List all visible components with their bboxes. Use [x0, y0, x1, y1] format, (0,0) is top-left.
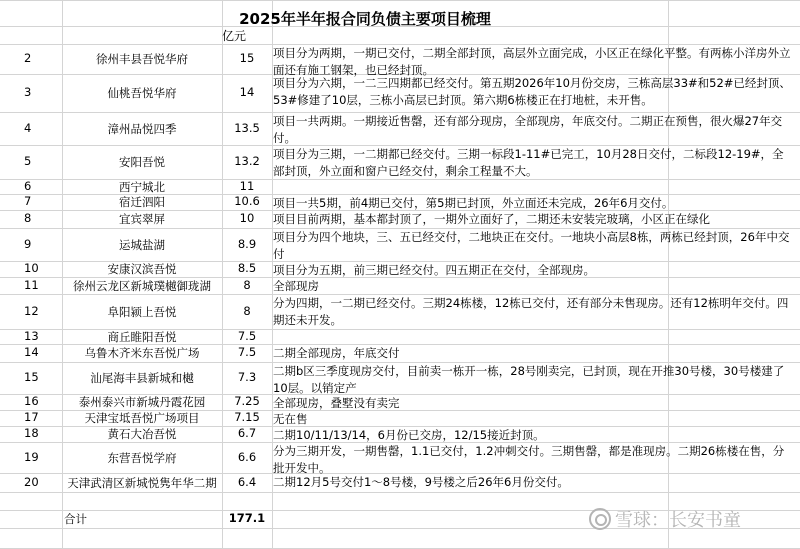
row-number: 19	[24, 450, 39, 464]
project-description: 项目分为六期，一二三四期都已经交付。第五期2026年10月份交房，三栋高层33#和52#已经封顶、53#修建了10层，三栋小高层已封顶。第六期6栋楼正在打地桩，未开售。	[273, 76, 791, 107]
row-number: 2	[24, 51, 32, 65]
project-name: 西宁城北	[119, 180, 165, 194]
row-number: 11	[24, 278, 39, 292]
liability-value: 7.3	[237, 370, 257, 384]
row-number: 9	[24, 237, 32, 251]
liability-value: 8.9	[237, 237, 257, 251]
liability-value: 7.15	[234, 410, 260, 424]
project-description: 全部现房，叠墅没有卖完	[273, 396, 400, 410]
row-number: 16	[24, 394, 39, 408]
project-description: 无在售	[273, 412, 308, 426]
project-description: 二期b区三季度现房交付，目前卖一栋开一栋，28号刚卖完，已封顶，现在开推30号楼，30号楼建了10层。以销定产	[273, 364, 785, 395]
liability-value: 6.7	[237, 426, 257, 440]
project-name: 乌鲁木齐米东吾悦广场	[84, 346, 200, 360]
row-number: 18	[24, 426, 39, 440]
row-number: 14	[24, 345, 39, 359]
row-number: 4	[24, 121, 32, 135]
total-value: 177.1	[228, 511, 266, 525]
project-description: 项目分为两期，一期已交付，二期全部封顶，高层外立面完成，小区正在绿化平整。有两栋小洋房外立面还有施工钢架，也已经封顶。	[273, 46, 791, 77]
project-description: 全部现房	[273, 279, 319, 293]
row-number: 7	[24, 194, 32, 208]
project-name: 漳州品悦四季	[107, 122, 177, 136]
liability-value: 15	[239, 51, 255, 65]
project-description: 分为三期开发，一期售罄，1.1已交付，1.2冲刺交付。三期售罄，都是准现房。二期26栋楼在售，分批开发中。	[273, 444, 785, 475]
project-description: 二期全部现房，年底交付	[273, 346, 400, 360]
project-name: 运城盐湖	[119, 238, 165, 252]
liability-value: 10.6	[234, 194, 260, 208]
project-description: 二期10/11/13/14，6月份已交房，12/15接近封顶。	[273, 428, 545, 442]
project-name: 天津武清区新城悦隽年华二期	[67, 476, 217, 490]
project-description: 二期12月5号交付1～8号楼，9号楼之后26年6月份交付。	[273, 475, 569, 489]
row-number: 6	[24, 179, 32, 193]
project-description: 项目一共两期。一期接近售罄，还有部分现房，全部现房，年底交付。二期正在预售，很火爆27年交付。	[273, 114, 783, 145]
row-number: 20	[24, 475, 39, 489]
unit-label: 亿元	[222, 29, 247, 43]
row-number: 3	[24, 85, 32, 99]
project-description: 项目目前两期，基本都封顶了，一期外立面好了，二期还未安装完玻璃，小区正在绿化	[273, 212, 710, 226]
project-description: 项目一共5期，前4期已交付，第5期已封顶，外立面还未完成，26年6月交付。	[273, 196, 674, 210]
project-name: 宿迁泗阳	[119, 195, 165, 209]
project-name: 安康汉滨吾悦	[107, 262, 177, 276]
project-description: 项目分为五期，前三期已经交付。四五期正在交付，全部现房。	[273, 263, 595, 277]
row-number: 8	[24, 211, 32, 225]
liability-value: 8.5	[237, 261, 257, 275]
liability-value: 6.4	[237, 475, 257, 489]
project-name: 泰州泰兴市新城丹霞花园	[78, 395, 206, 409]
row-number: 12	[24, 304, 39, 318]
liability-value: 11	[239, 179, 255, 193]
project-name: 宜宾翠屏	[119, 212, 165, 226]
liability-value: 7.5	[237, 345, 257, 359]
row-number: 15	[24, 370, 39, 384]
sheet-title: 2025年半年报合同负债主要项目梳理	[239, 10, 491, 28]
project-name: 安阳吾悦	[119, 155, 165, 169]
liability-value: 6.6	[237, 450, 257, 464]
project-description: 分为四期，一二期已经交付。三期24栋楼，12栋已交付，还有部分未售现房。还有12栋明年交付。四期还未开发。	[273, 296, 789, 327]
liability-value: 7.5	[237, 329, 257, 343]
liability-value: 13.2	[234, 154, 260, 168]
liability-value: 14	[239, 85, 255, 99]
project-name: 汕尾海丰县新城和樾	[90, 371, 194, 385]
total-label: 合计	[64, 512, 87, 526]
project-name: 徐州云龙区新城璞樾御珑湖	[73, 279, 211, 293]
row-number: 5	[24, 154, 32, 168]
watermark-text: 雪球：长安书童	[615, 510, 741, 531]
project-name: 阜阳颍上吾悦	[107, 305, 177, 319]
liability-value: 7.25	[234, 394, 260, 408]
liability-value: 8	[243, 278, 251, 292]
liability-value: 8	[243, 304, 251, 318]
project-name: 仙桃吾悦华府	[107, 86, 177, 100]
row-number: 17	[24, 410, 39, 424]
project-name: 东营吾悦学府	[107, 451, 177, 465]
liability-value: 10	[239, 211, 255, 225]
project-name: 商丘睢阳吾悦	[107, 330, 177, 344]
project-description: 项目分为三期，一二期都已经交付。三期一标段1-11#已完工，10月28日交付，二标段12-19#，全部封顶，外立面和窗户已经交付，剩余工程量不大。	[273, 147, 784, 178]
watermark	[589, 506, 741, 532]
liability-value: 13.5	[234, 121, 260, 135]
project-description: 项目分为四个地块，三、五已经交付，二地块正在交付。一地块小高层8栋，两栋已经封顶，26年中交付	[273, 230, 790, 261]
project-name: 徐州丰县吾悦华府	[96, 52, 188, 66]
project-name: 黄石大冶吾悦	[107, 427, 177, 441]
project-name: 天津宝坻吾悦广场项目	[84, 411, 200, 425]
row-number: 10	[24, 261, 39, 275]
snowball-logo-icon	[589, 508, 611, 530]
row-number: 13	[24, 329, 39, 343]
